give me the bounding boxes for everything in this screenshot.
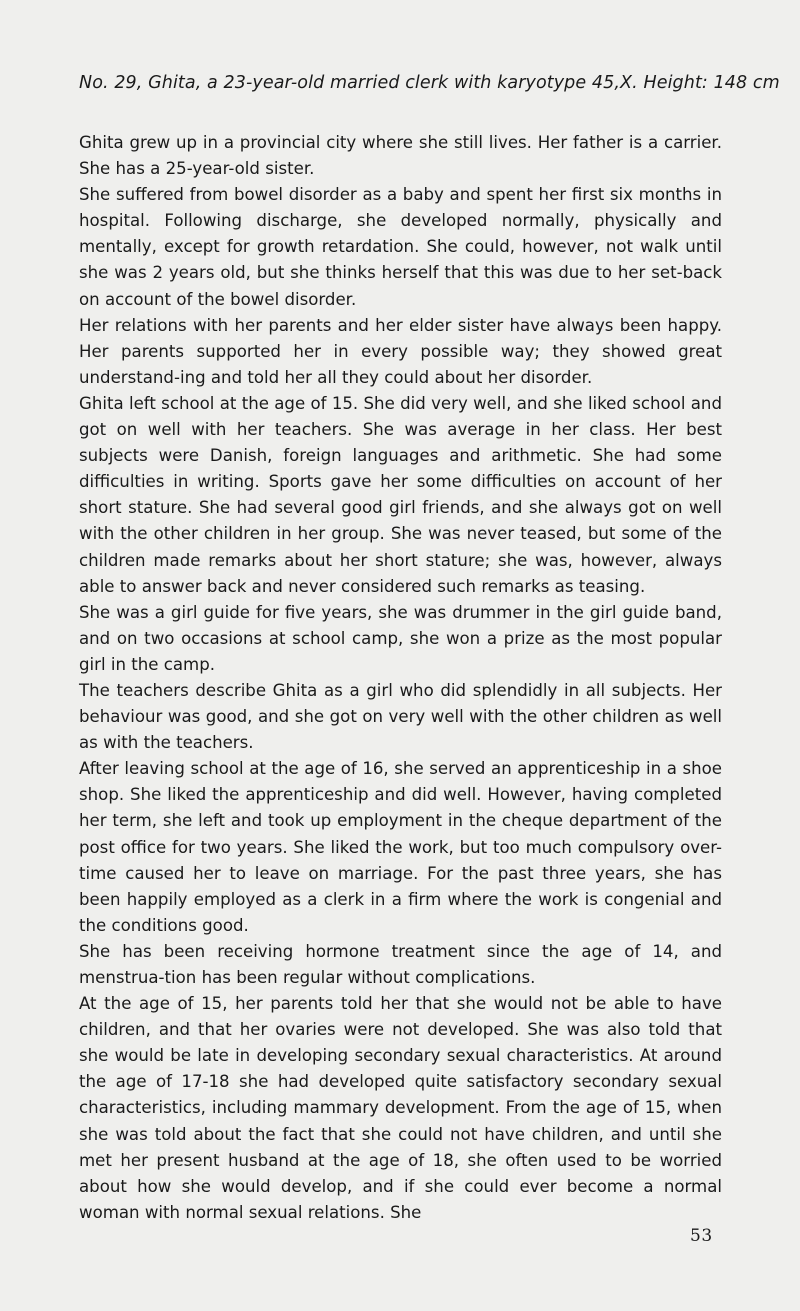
paragraph: Ghita grew up in a provincial city where she still lives. Her father is a carrier. She has a 25-year-old sister.	[79, 133, 722, 179]
paragraph: After leaving school at the age of 16, she served an apprenticeship in a shoe shop. She liked the apprenticeship and did well. However, having completed her term, she left and took up employment in the cheque department of the post office for two years. She liked the work, but too much compulsory over-time caused her to leave on marriage. For the past three years, she has been happily employed as a clerk in a firm where the work is congenial and the conditions good.	[79, 759, 722, 935]
paragraph: She was a girl guide for five years, she was drummer in the girl guide band, and on two occasions at school camp, she won a prize as the most popular girl in the camp.	[79, 602, 722, 674]
paragraph: Her relations with her parents and her elder sister have always been happy. Her parents supported her in every possible way; they showed great understand-ing and told her all they could about her disorder.	[79, 315, 722, 387]
paragraph: She suffered from bowel disorder as a baby and spent her first six months in hospital. Following discharge, she developed normally, physically and mentally, except for growth retardation. She could, however, not walk until she was 2 years old, but she thinks herself that this was due to her set-back on account of the bowel disorder.	[79, 185, 722, 309]
paragraph: At the age of 15, her parents told her that she would not be able to have children, and that her ovaries were not developed. She was also told that she would be late in developing secondary sexual characteristics. At around the age of 17-18 she had developed quite satisfactory secondary sexual characteristics, including mammary development. From the age of 15, when she was told about the fact that she could not have children, and until she met her present husband at the age of 18, she often used to be worried about how she would develop, and if she could ever become a normal woman with normal sexual relations. She	[79, 994, 722, 1222]
paragraph: Ghita left school at the age of 15. She did very well, and she liked school and got on well with her teachers. She was average in her class. Her best subjects were Danish, foreign languages and arithmetic. She had some difficulties in writing. Sports gave her some difficulties on account of her short stature. She had several good girl friends, and she always got on well with the other children in her group. She was never teased, but some of the children made remarks about her short stature; she was, however, always able to answer back and never considered such remarks as teasing.	[79, 393, 722, 596]
paragraph: She has been receiving hormone treatment since the age of 14, and menstrua-tion has been regular without complications.	[79, 941, 722, 987]
page-number: 53	[690, 1226, 713, 1246]
paragraph: The teachers describe Ghita as a girl who did splendidly in all subjects. Her behaviour was good, and she got on very well with the other children as well as with the teachers.	[79, 680, 722, 753]
case-heading: No. 29, Ghita, a 23-year-old married clerk with karyotype 45,X. Height: 148 cm	[79, 73, 780, 93]
case-body	[79, 130, 722, 1226]
